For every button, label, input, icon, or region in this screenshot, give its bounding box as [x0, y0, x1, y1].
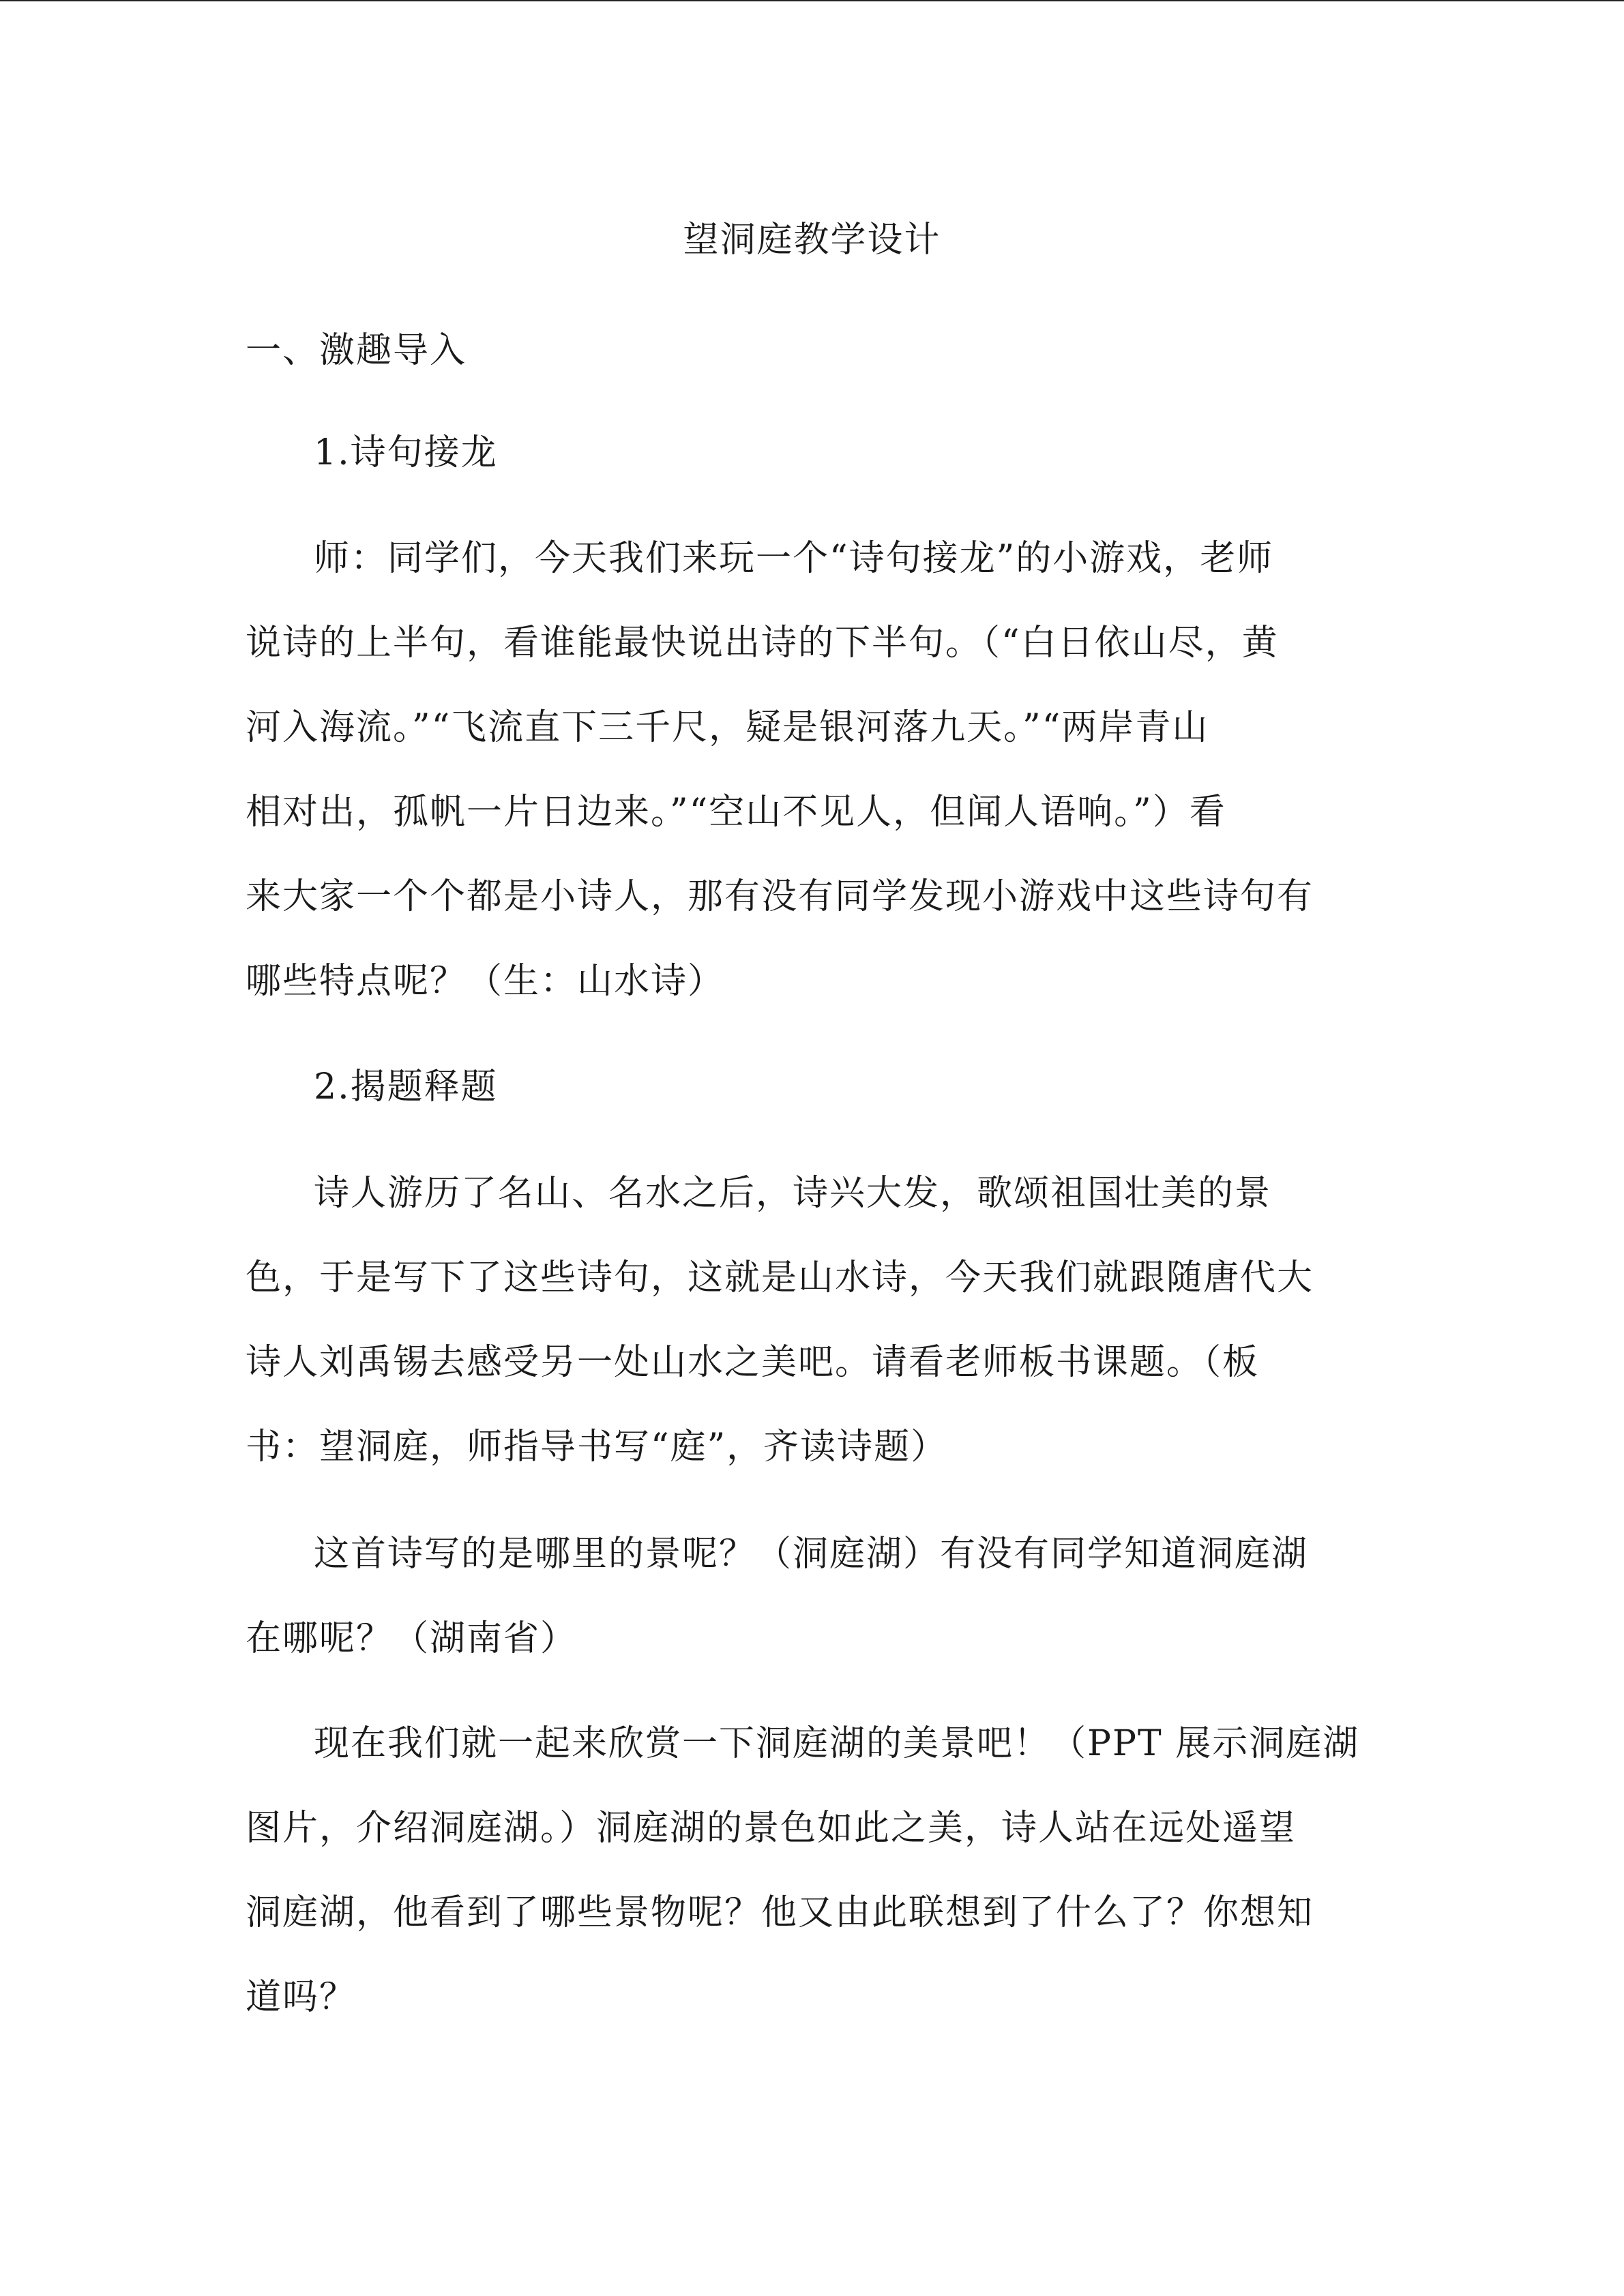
paragraph-2-line: 色，于是写下了这些诗句，这就是山水诗，今天我们就跟随唐代大 — [246, 1257, 1314, 1298]
paragraph-4-line: 图片，介绍洞庭湖。）洞庭湖的景色如此之美，诗人站在远处遥望 — [246, 1808, 1297, 1849]
item2-heading-text: 2.揭题释题 — [314, 1067, 498, 1107]
paragraph-1-line: 来大家一个个都是小诗人，那有没有同学发现小游戏中这些诗句有 — [246, 876, 1314, 917]
paragraph-1-line: 说诗的上半句，看谁能最快说出诗的下半句。（“白日依山尽，黄 — [246, 623, 1279, 664]
paragraph-2-line: 诗人刘禹锡去感受另一处山水之美吧。请看老师板书课题。（板 — [246, 1342, 1260, 1383]
item1-heading-text: 1.诗句接龙 — [314, 432, 498, 473]
item1-heading — [246, 411, 1378, 495]
paragraph-4 — [246, 1701, 1378, 2040]
paragraph-3-line: 在哪呢？（湖南省） — [246, 1618, 578, 1659]
paragraph-3 — [246, 1512, 1378, 1681]
paragraph-2-line: 书：望洞庭，师指导书写“庭”，齐读诗题） — [246, 1427, 948, 1467]
paragraph-4-line: 现在我们就一起来欣赏一下洞庭湖的美景吧！（PPT 展示洞庭湖 — [314, 1723, 1360, 1764]
paragraph-1 — [246, 516, 1378, 1024]
item2-heading — [246, 1045, 1378, 1129]
paragraph-1-line: 河入海流。”“飞流直下三千尺，疑是银河落九天。”“两岸青山 — [246, 707, 1209, 748]
section-heading — [246, 308, 1378, 393]
document-title: 望洞庭教学设计 — [683, 220, 941, 260]
paragraph-4-line: 洞庭湖，他看到了哪些景物呢？他又由此联想到了什么了？你想知 — [246, 1892, 1314, 1933]
paragraph-2 — [246, 1151, 1378, 1489]
paragraph-4-line: 道吗？ — [246, 1977, 357, 2018]
paragraph-2-line: 诗人游历了名山、名水之后，诗兴大发，歌颂祖国壮美的景 — [314, 1173, 1272, 1214]
paragraph-1-line: 哪些特点呢？（生：山水诗） — [246, 961, 725, 1002]
paragraph-3-line: 这首诗写的是哪里的景呢？（洞庭湖）有没有同学知道洞庭湖 — [314, 1534, 1309, 1575]
paragraph-1-line: 相对出，孤帆一片日边来。”“空山不见人，但闻人语响。”）看 — [246, 792, 1226, 833]
section-heading-text: 一、激趣导入 — [246, 330, 467, 371]
paragraph-1-line: 师：同学们，今天我们来玩一个“诗句接龙”的小游戏，老师 — [314, 538, 1274, 579]
